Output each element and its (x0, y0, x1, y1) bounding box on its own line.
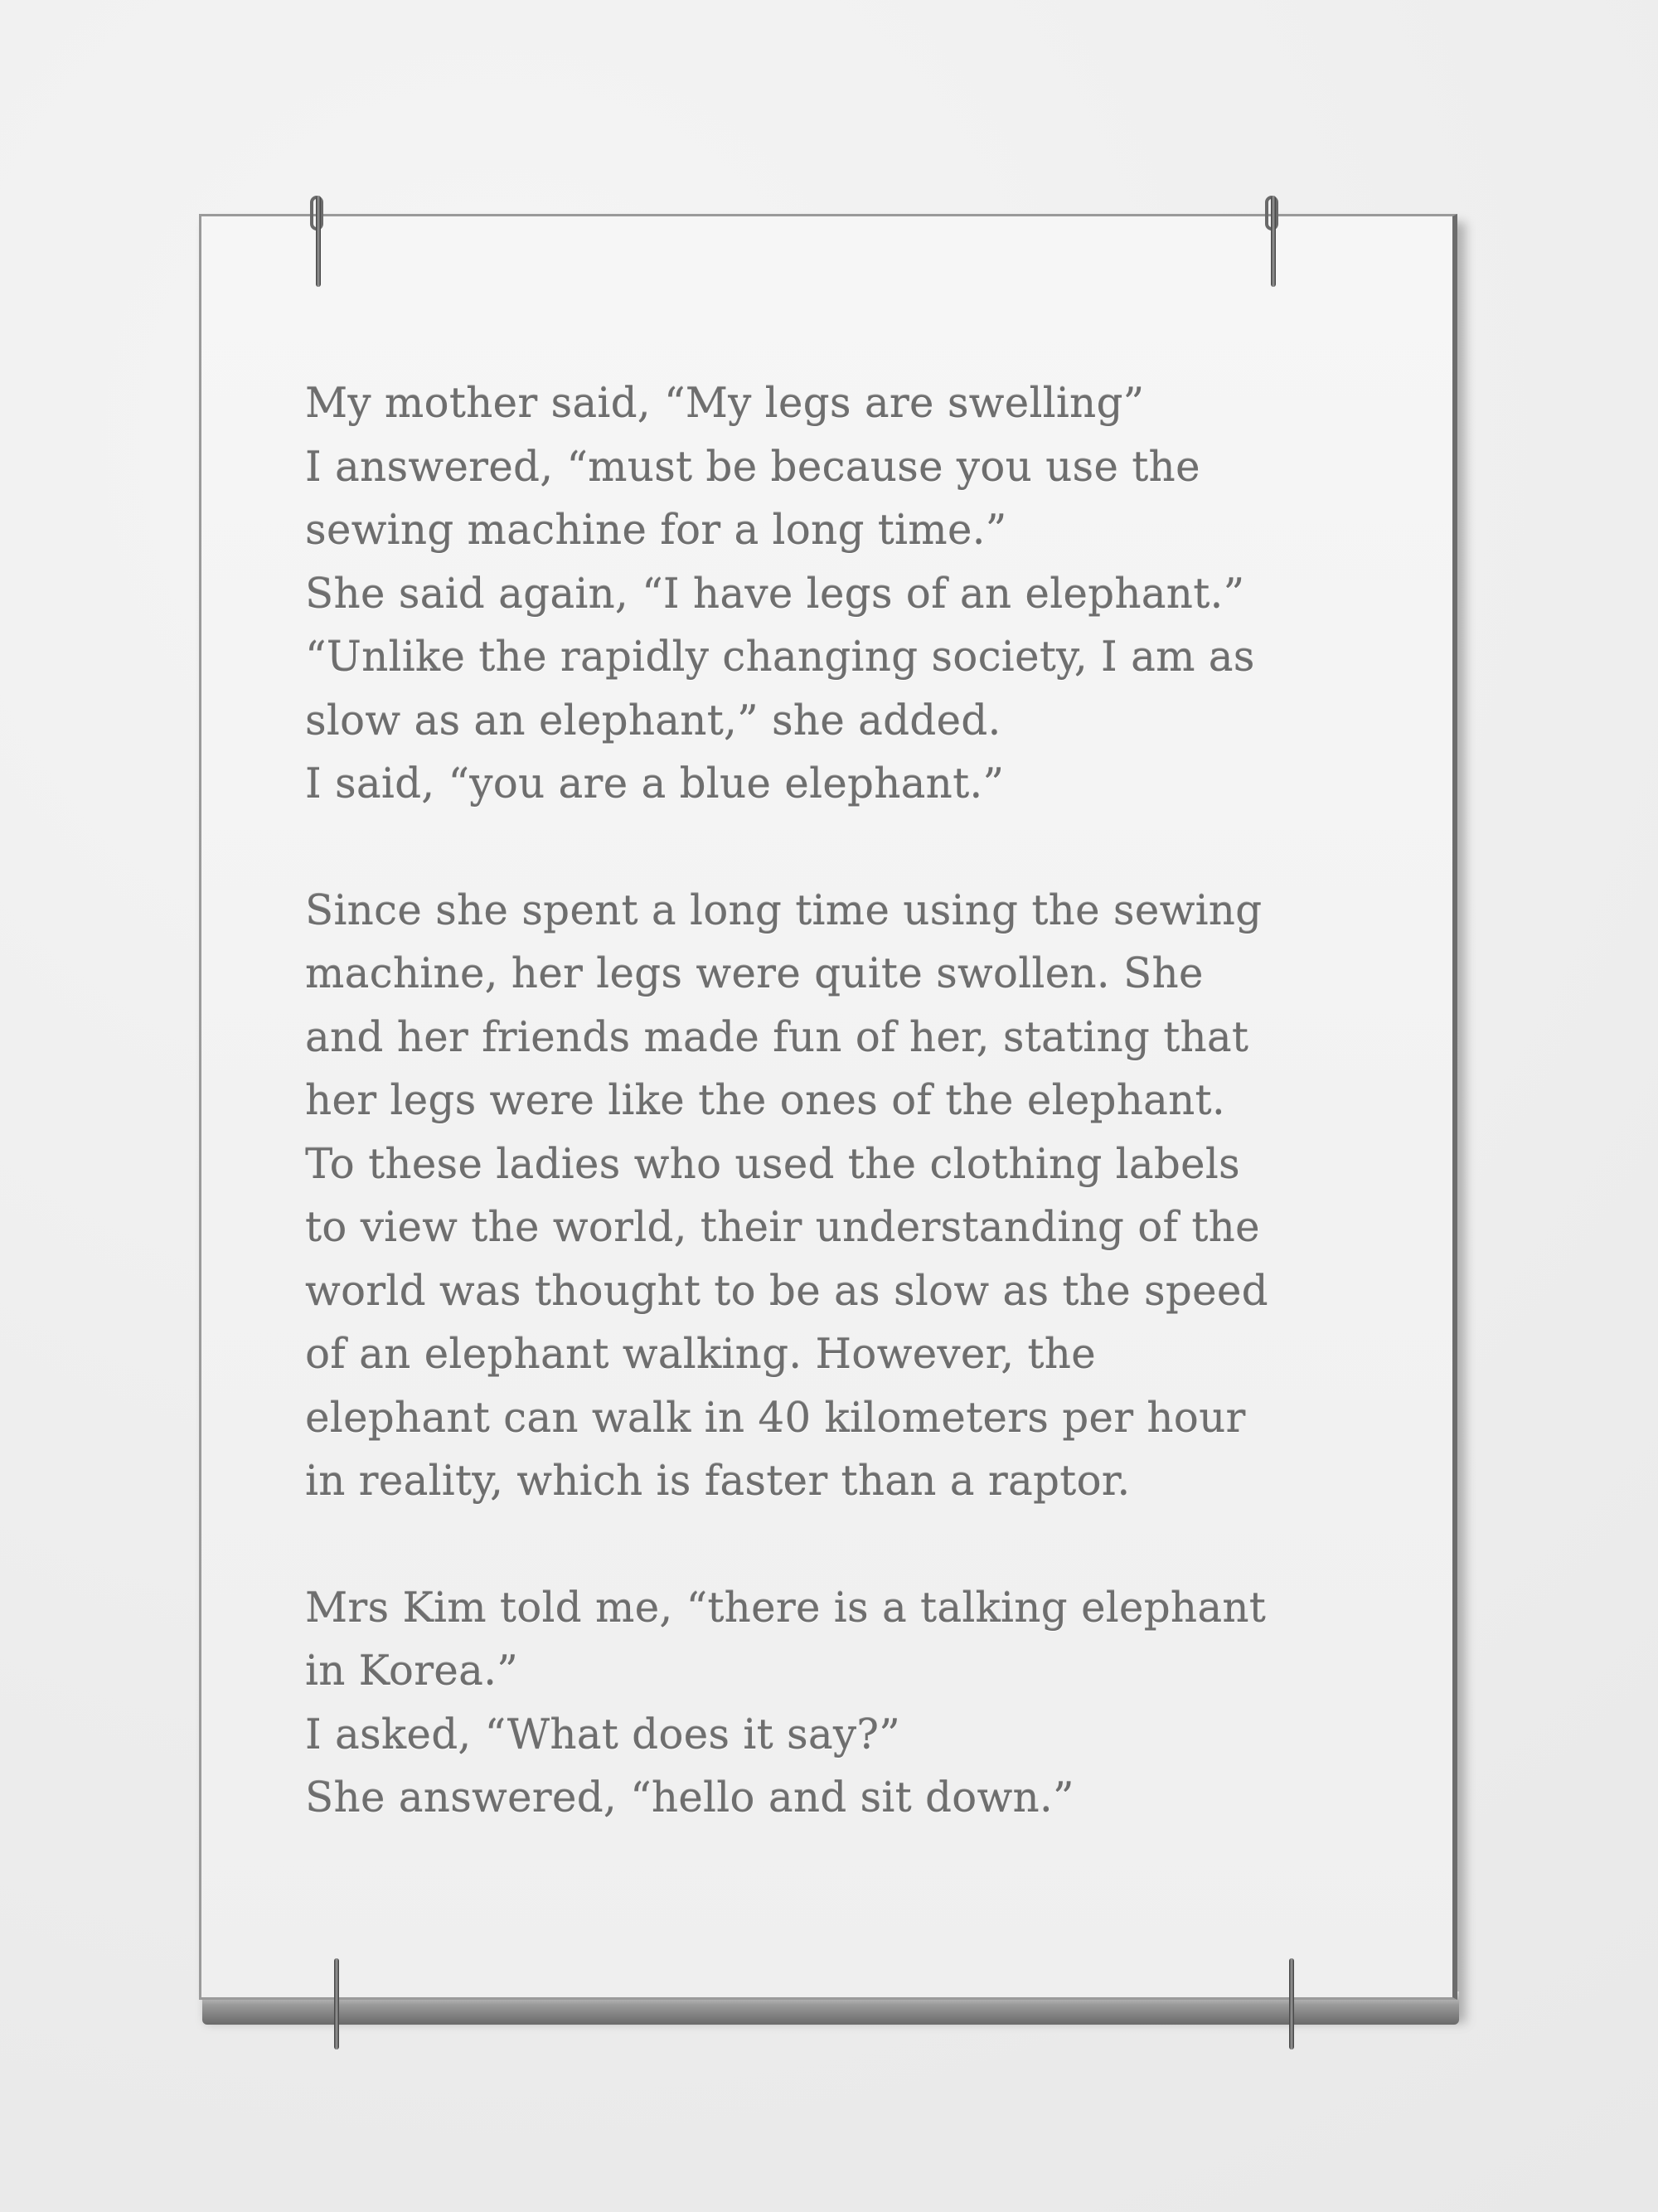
engraved-text (305, 371, 1366, 1830)
stanza-gap (305, 1513, 1366, 1576)
text-line: She said again, “I have legs of an elephant.” (305, 569, 1245, 618)
text-line: in reality, which is faster than a raptor. (305, 1457, 1131, 1505)
text-line: Mrs Kim told me, “there is a talking elephant (305, 1583, 1267, 1632)
clip-wire (316, 196, 321, 287)
stanza-gap (305, 816, 1366, 879)
text-line: To these ladies who used the clothing labels (305, 1139, 1240, 1188)
text-line: elephant can walk in 40 kilometers per hour (305, 1393, 1246, 1442)
text-line: slow as an elephant,” she added. (305, 696, 1001, 745)
text-line: She answered, “hello and sit down.” (305, 1773, 1074, 1822)
text-line: of an elephant walking. However, the (305, 1330, 1096, 1378)
text-line: “Unlike the rapidly changing society, I am as (305, 633, 1255, 681)
text-line: to view the world, their understanding of the (305, 1203, 1260, 1251)
text-line: machine, her legs were quite swollen. She (305, 949, 1204, 997)
clip-wire (334, 1958, 339, 2049)
text-line: My mother said, “My legs are swelling” (305, 379, 1145, 427)
clip-wire (1289, 1958, 1294, 2049)
text-line: sewing machine for a long time.” (305, 506, 1007, 554)
top-right-clip (1268, 196, 1280, 287)
text-line: I answered, “must be because you use the (305, 442, 1200, 491)
text-line: and her friends made fun of her, stating that (305, 1012, 1249, 1061)
top-left-clip (313, 196, 325, 287)
text-line: her legs were like the ones of the elephant. (305, 1076, 1225, 1124)
text-line: I said, “you are a blue elephant.” (305, 759, 1005, 808)
text-line: I asked, “What does it say?” (305, 1710, 901, 1758)
text-line: Since she spent a long time using the sewing (305, 885, 1263, 934)
bottom-right-clip (1287, 1958, 1298, 2049)
text-line: world was thought to be as slow as the speed (305, 1266, 1268, 1315)
bottom-left-clip (332, 1958, 343, 2049)
text-line: in Korea.” (305, 1647, 518, 1695)
clip-wire (1271, 196, 1276, 287)
